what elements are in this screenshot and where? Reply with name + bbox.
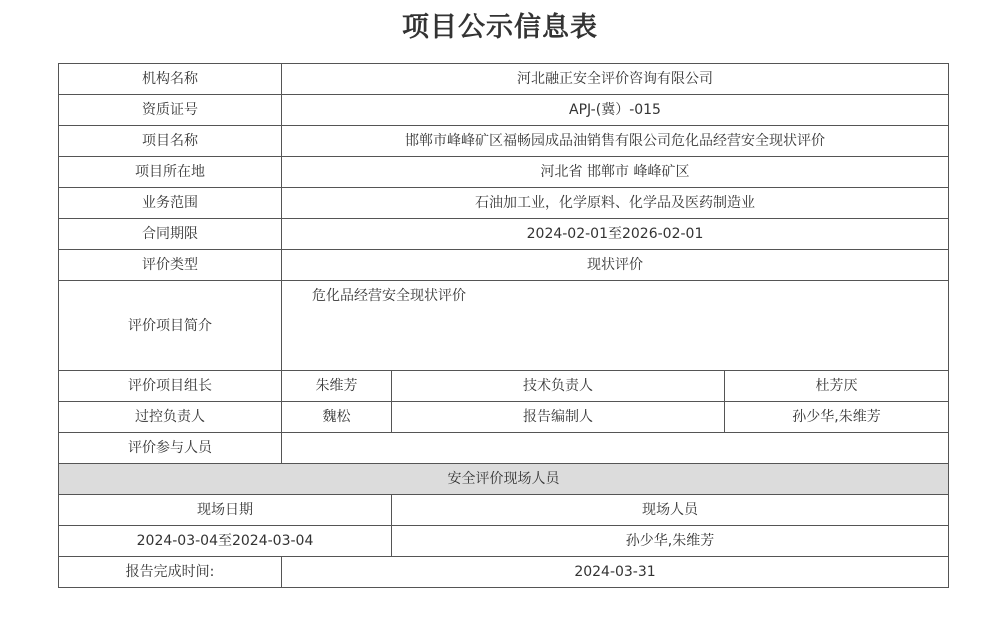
tech-lead-value: 杜芳厌 bbox=[725, 371, 949, 402]
summary-value: 危化品经营安全现状评价 bbox=[282, 281, 949, 371]
onsite-section-title: 安全评价现场人员 bbox=[59, 464, 949, 495]
qualification-label: 资质证号 bbox=[59, 95, 282, 126]
row-project-name bbox=[59, 126, 949, 157]
summary-label: 评价项目简介 bbox=[59, 281, 282, 371]
report-author-value: 孙少华,朱维芳 bbox=[725, 402, 949, 433]
row-process bbox=[59, 402, 949, 433]
row-eval-type bbox=[59, 250, 949, 281]
process-control-label: 过控负责人 bbox=[59, 402, 282, 433]
business-scope-value: 石油加工业，化学原料、化学品及医药制造业 bbox=[282, 188, 949, 219]
location-label: 项目所在地 bbox=[59, 157, 282, 188]
process-control-value: 魏松 bbox=[282, 402, 392, 433]
onsite-header-row bbox=[59, 495, 949, 526]
tech-lead-label: 技术负责人 bbox=[392, 371, 725, 402]
eval-type-label: 评价类型 bbox=[59, 250, 282, 281]
onsite-date-value: 2024-03-04至2024-03-04 bbox=[59, 526, 392, 557]
row-location bbox=[59, 157, 949, 188]
project-name-label: 项目名称 bbox=[59, 126, 282, 157]
page-title: 项目公示信息表 bbox=[402, 12, 598, 43]
row-summary bbox=[59, 281, 949, 371]
row-team bbox=[59, 371, 949, 402]
completion-value: 2024-03-31 bbox=[282, 557, 949, 588]
row-completion bbox=[59, 557, 949, 588]
onsite-people-value: 孙少华,朱维芳 bbox=[392, 526, 949, 557]
row-org-name bbox=[59, 64, 949, 95]
org-name-value: 河北融正安全评价咨询有限公司 bbox=[282, 64, 949, 95]
project-name-value: 邯郸市峰峰矿区福畅园成品油销售有限公司危化品经营安全现状评价 bbox=[282, 126, 949, 157]
team-leader-label: 评价项目组长 bbox=[59, 371, 282, 402]
completion-label: 报告完成时间: bbox=[59, 557, 282, 588]
participants-value bbox=[282, 433, 949, 464]
row-qualification bbox=[59, 95, 949, 126]
row-participants bbox=[59, 433, 949, 464]
row-business-scope bbox=[59, 188, 949, 219]
qualification-value: APJ-(冀）-015 bbox=[282, 95, 949, 126]
location-value: 河北省 邯郸市 峰峰矿区 bbox=[282, 157, 949, 188]
onsite-section-header bbox=[59, 464, 949, 495]
row-contract-period bbox=[59, 219, 949, 250]
eval-type-value: 现状评价 bbox=[282, 250, 949, 281]
participants-label: 评价参与人员 bbox=[59, 433, 282, 464]
onsite-people-header: 现场人员 bbox=[392, 495, 949, 526]
contract-period-value: 2024-02-01至2026-02-01 bbox=[282, 219, 949, 250]
onsite-date-header: 现场日期 bbox=[59, 495, 392, 526]
report-author-label: 报告编制人 bbox=[392, 402, 725, 433]
org-name-label: 机构名称 bbox=[59, 64, 282, 95]
team-leader-value: 朱维芳 bbox=[282, 371, 392, 402]
business-scope-label: 业务范围 bbox=[59, 188, 282, 219]
onsite-data-row bbox=[59, 526, 949, 557]
project-info-table bbox=[58, 63, 949, 588]
contract-period-label: 合同期限 bbox=[59, 219, 282, 250]
